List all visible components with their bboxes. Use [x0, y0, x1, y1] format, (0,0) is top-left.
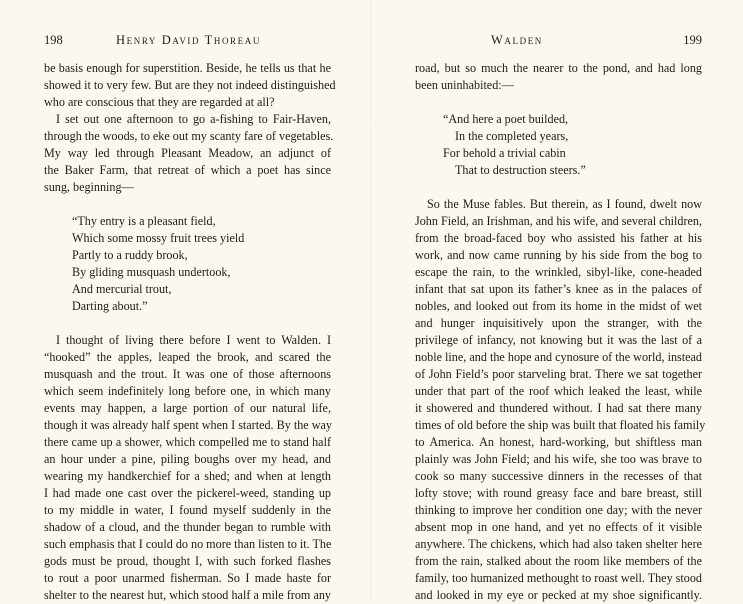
right-running-title: Walden	[491, 33, 543, 47]
text-line: and hunger inquisitively upon the stranger, with the	[415, 316, 702, 330]
text-line: thinking to improve her condition one day; with the never	[415, 503, 702, 517]
right-page-body	[415, 60, 706, 604]
paragraph-first-line: I thought of living there before I went to Walden. I	[56, 333, 331, 347]
text-line: musquash and the trout. It was one of those afternoons	[44, 367, 331, 381]
text-line: noble line, and the hope and cynosure of the world, instead	[415, 350, 702, 364]
stanza-gap	[415, 179, 702, 196]
verse-line: Partly to a ruddy brook,	[72, 248, 188, 262]
text-line: plainly was John Field; and his wife, she too was brave to	[415, 452, 702, 466]
left-running-head	[44, 33, 331, 49]
text-line: sung, beginning—	[44, 180, 134, 194]
text-line: an hour under a pine, piling boughs over my head, and	[44, 452, 331, 466]
text-line: events may happen, a large portion of our natural life,	[44, 401, 331, 415]
verse-quote	[415, 111, 702, 179]
text-line: work, and now came running by his side from the bog to	[415, 248, 702, 262]
text-line: My way led through Pleasant Meadow, an adjunct of	[44, 146, 331, 160]
text-line: which seem indefinitely long before one, in which many	[44, 384, 331, 398]
text-line: to my middle in water, I found myself suddenly in the	[44, 503, 331, 517]
verse-line: By gliding musquash undertook,	[72, 265, 231, 279]
text-line: been uninhabited:—	[415, 78, 514, 92]
text-line: from the broad-faced boy who assisted his father at his	[415, 231, 702, 245]
right-running-head	[415, 33, 702, 49]
stanza-gap	[44, 196, 331, 213]
text-line: wearing my handkerchief for a shed; and when at length	[44, 469, 331, 483]
text-line: and looked in my eye or pecked at my shoe significantly.	[415, 588, 702, 602]
text-line: infant that sat upon its father’s knee as in the palaces of	[415, 282, 702, 296]
left-page-body	[44, 60, 336, 604]
text-line: it showered and thundered without. I had sat there many	[415, 401, 702, 415]
text-line: there came up a shower, which compelled me to stand half	[44, 435, 331, 449]
text-line: who are conscious that they are regarded at all?	[44, 95, 275, 109]
text-line: John Field, an Irishman, and his wife, and several children,	[415, 214, 702, 228]
text-line: of John Field’s poor starveling brat. There we sat together	[415, 367, 702, 381]
left-page-number: 198	[44, 33, 63, 47]
text-line: privilege of infancy, not knowing but it was the last of a	[415, 333, 702, 347]
text-line: to America. An honest, hard-working, but shiftless man	[415, 435, 702, 449]
verse-line: That to destruction steers.”	[455, 163, 586, 177]
text-line: times of old before the ship was built that floated his family	[415, 418, 706, 432]
verse-line: “And here a poet builded,	[443, 112, 569, 126]
text-line: showed it to very few. But are they not indeed distinguished	[44, 78, 336, 92]
text-line: shelter to the nearest hut, which stood half a mile from any	[44, 588, 331, 602]
text-line: though it was already half spent when I started. By the way	[44, 418, 332, 432]
text-line: be basis enough for superstition. Beside, he tells us that he	[44, 61, 331, 75]
verse-line: “Thy entry is a pleasant field,	[72, 214, 216, 228]
left-running-title: Henry David Thoreau	[116, 33, 261, 47]
verse-line: In the completed years,	[455, 129, 569, 143]
text-line: such emphasis that I could do no more than listen to it. The	[44, 537, 332, 551]
verse-quote	[44, 213, 331, 315]
text-line: anywhere. The chickens, which had also taken shelter here	[415, 537, 702, 551]
text-line: lofty stove; with round greasy face and bare breast, still	[415, 486, 702, 500]
verse-line: Which some mossy fruit trees yield	[72, 231, 245, 245]
right-page-number: 199	[683, 33, 702, 47]
text-line: escape the rain, to the wrinkled, sibyl-like, cone-headed	[415, 265, 702, 279]
text-line: “hooked” the apples, leaped the brook, and scared the	[44, 350, 331, 364]
paragraph-first-line: I set out one afternoon to go a-fishing to Fair-Haven,	[56, 112, 331, 126]
text-line: under that part of the roof which leaked the least, while	[415, 384, 702, 398]
verse-line: For behold a trivial cabin	[443, 146, 566, 160]
text-line: gods must be proud, thought I, with such forked flashes	[44, 554, 331, 568]
text-line: I had made one cast over the pickerel-weed, standing up	[44, 486, 331, 500]
text-line: nobles, and looked out from its home in the midst of wet	[415, 299, 702, 313]
text-line: to rout a poor unarmed fisherman. So I made haste for	[44, 571, 331, 585]
text-line: from the rain, stalked about the room like members of the	[415, 554, 702, 568]
verse-line: And mercurial trout,	[72, 282, 172, 296]
text-line: family, too humanized methought to roast well. They stood	[415, 571, 702, 585]
verse-line: Darting about.”	[72, 299, 148, 313]
text-line: the Baker Farm, that retreat of which a poet has since	[44, 163, 331, 177]
text-line: shadow of a cloud, and the thunder began to rumble with	[44, 520, 331, 534]
stanza-gap	[44, 315, 331, 332]
text-line: cook so many successive dinners in the recesses of that	[415, 469, 702, 483]
text-line: absent mop in one hand, and yet no effects of it visible	[415, 520, 702, 534]
left-page	[0, 0, 371, 600]
paragraph-first-line: So the Muse fables. But therein, as I found, dwelt now	[427, 197, 702, 211]
text-line: road, but so much the nearer to the pond, and had long	[415, 61, 702, 75]
right-page	[371, 0, 742, 600]
text-line: through the woods, to eke out my scanty fare of vegetables.	[44, 129, 334, 143]
stanza-gap	[415, 94, 702, 111]
